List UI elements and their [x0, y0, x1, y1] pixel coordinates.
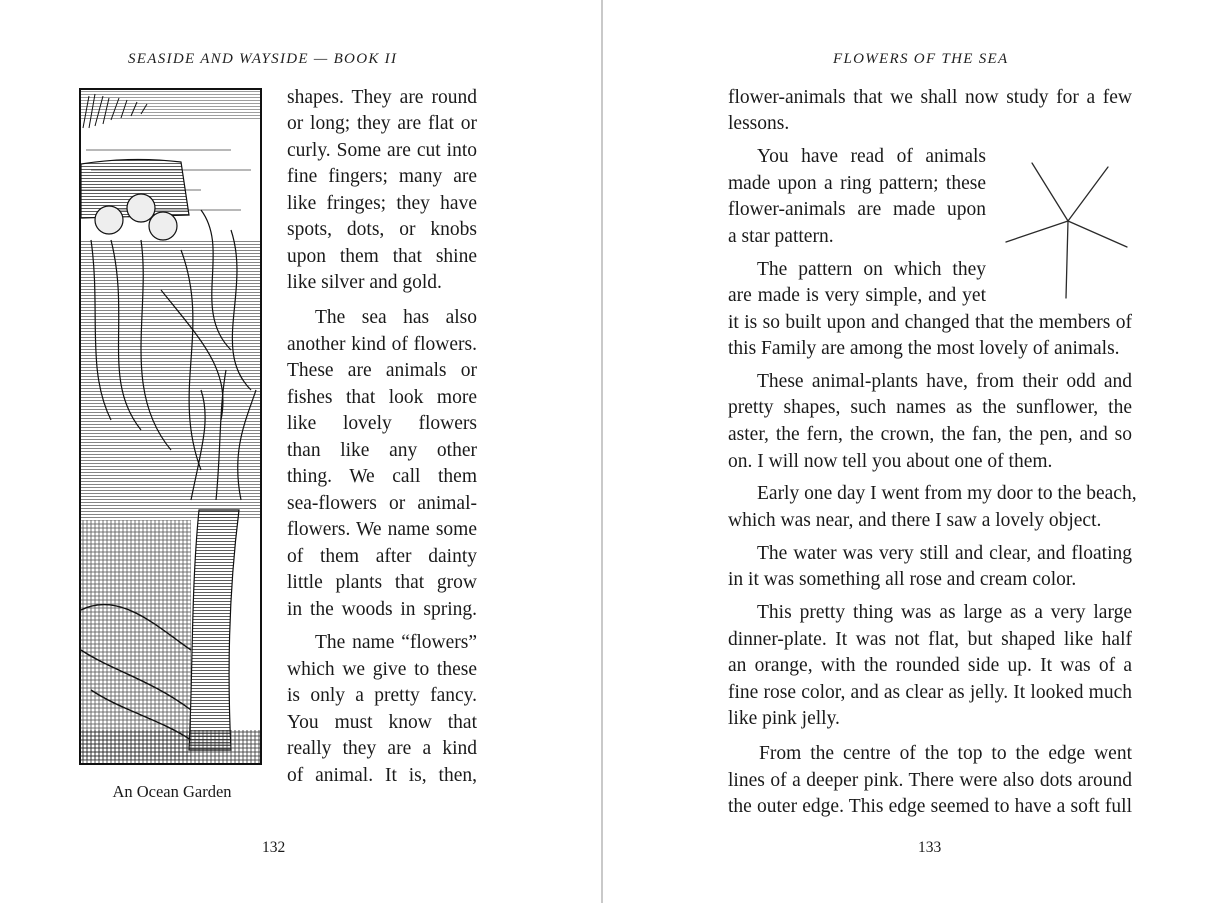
left-page	[0, 0, 601, 903]
text-line: The sea has also	[315, 307, 477, 328]
text-line: really they are a kind	[287, 738, 477, 759]
text-line: upon them that shine	[287, 246, 477, 267]
text-line: than like any other	[287, 440, 477, 461]
text-line: on. I will now tell you about one of them.	[728, 451, 1053, 472]
page-number-left: 132	[262, 839, 286, 856]
text-line: lines of a deeper pink. There were also dots around	[728, 770, 1132, 791]
text-line: shapes. They are round	[287, 87, 477, 108]
text-line: aster, the fern, the crown, the fan, the pen, and so	[728, 424, 1132, 445]
text-line: are made is very simple, and yet	[728, 285, 986, 306]
text-line: the outer edge. This edge seemed to have a soft full	[728, 796, 1132, 817]
text-line: it is so built upon and changed that the members of	[728, 312, 1132, 333]
text-line: which we give to these	[287, 659, 477, 680]
text-line: of them after dainty	[287, 546, 477, 567]
text-line: flower-animals are made upon	[728, 199, 986, 220]
running-head-right: FLOWERS OF THE SEA	[833, 51, 1009, 67]
text-line: You must know that	[287, 712, 477, 733]
text-line: made upon a ring pattern; these	[728, 173, 986, 194]
text-line: The water was very still and clear, and floating	[757, 543, 1132, 564]
text-line: or long; they are flat or	[287, 113, 477, 134]
text-line: fine rose color, and as clear as jelly. It looked much	[728, 682, 1132, 703]
text-line: pretty shapes, such names as the sunflower, the	[728, 397, 1132, 418]
text-line: of animal. It is, then,	[287, 765, 477, 786]
text-line: this Family are among the most lovely of animals.	[728, 338, 1120, 359]
text-line: in the woods in spring.	[287, 599, 477, 620]
text-line: From the centre of the top to the edge went	[759, 743, 1132, 764]
page-number-right: 133	[918, 839, 942, 856]
text-line: Early one day I went from my door to the beach,	[757, 483, 1137, 504]
text-line: flower-animals that we shall now study for a few	[728, 87, 1132, 108]
ocean-garden-illustration-icon	[79, 88, 262, 765]
text-line: fine fingers; many are	[287, 166, 477, 187]
text-line: These are animals or	[287, 360, 477, 381]
text-line: in it was something all rose and cream color.	[728, 569, 1077, 590]
text-line: The pattern on which they	[757, 259, 986, 280]
text-line: another kind of flowers.	[287, 334, 477, 355]
running-head-left: SEASIDE AND WAYSIDE — BOOK II	[128, 51, 398, 67]
text-line: a star pattern.	[728, 226, 834, 247]
text-line: lessons.	[728, 113, 790, 134]
text-line: flowers. We name some	[287, 519, 477, 540]
text-line: like pink jelly.	[728, 708, 840, 729]
text-line: fishes that look more	[287, 387, 477, 408]
text-line: like silver and gold.	[287, 272, 442, 293]
text-line: is only a pretty fancy.	[287, 685, 477, 706]
text-line: The name “flowers”	[315, 632, 477, 653]
text-line: This pretty thing was as large as a very large	[757, 602, 1132, 623]
text-line: dinner-plate. It was not flat, but shaped like half	[728, 629, 1132, 650]
figure-caption: An Ocean Garden	[112, 782, 232, 801]
text-line: little plants that grow	[287, 572, 477, 593]
star-pattern-icon	[1000, 158, 1135, 303]
text-line: thing. We call them	[287, 466, 477, 487]
text-line: like lovely flowers	[287, 413, 477, 434]
text-line: You have read of animals	[757, 146, 986, 167]
text-line: an orange, with the rounded side up. It was of a	[728, 655, 1132, 676]
text-line: sea-flowers or animal-	[287, 493, 477, 514]
text-line: curly. Some are cut into	[287, 140, 477, 161]
text-line: like fringes; they have	[287, 193, 477, 214]
text-line: These animal-plants have, from their odd and	[757, 371, 1132, 392]
text-line: spots, dots, or knobs	[287, 219, 477, 240]
text-line: which was near, and there I saw a lovely object.	[728, 510, 1102, 531]
